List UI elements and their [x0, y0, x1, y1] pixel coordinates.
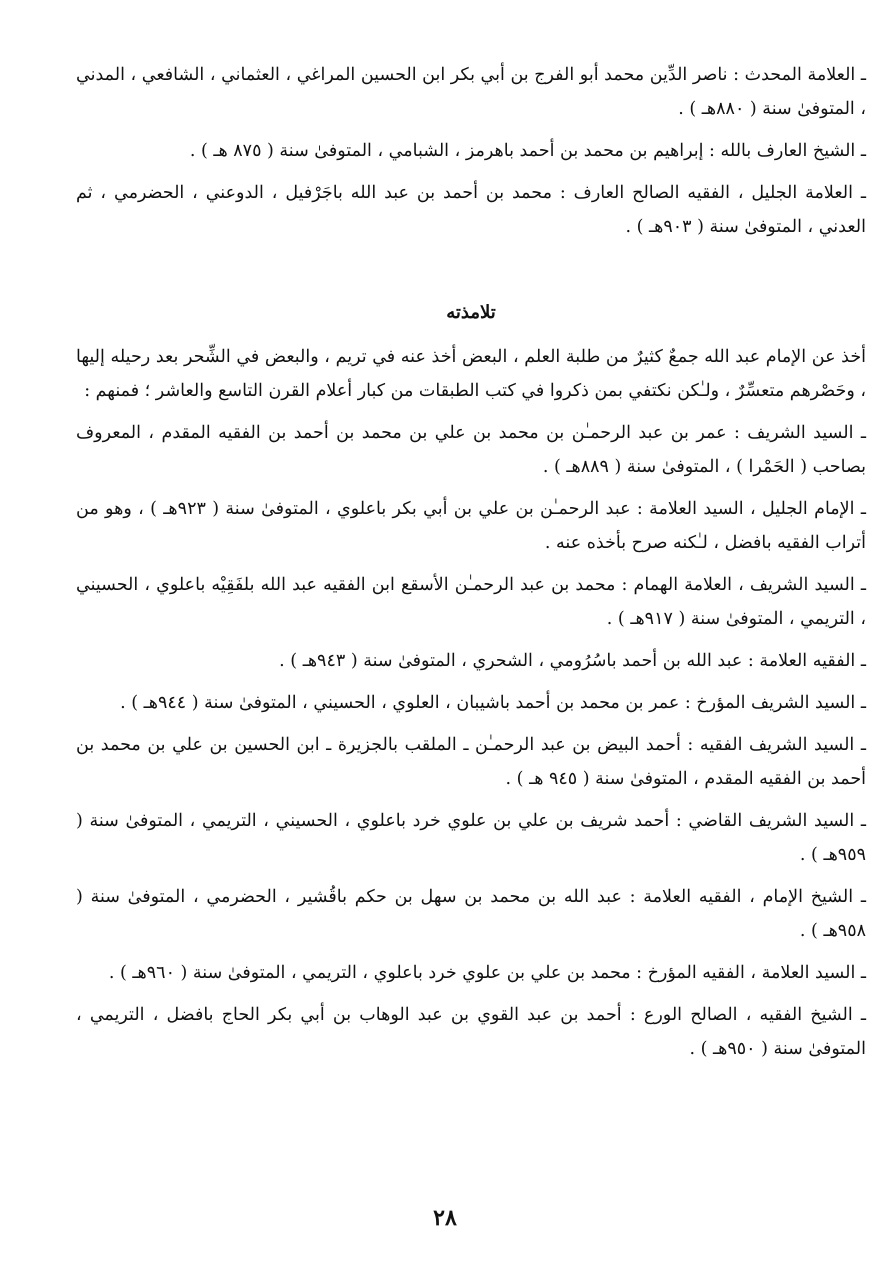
page-number: ٢٨ [433, 1205, 457, 1231]
book-page [76, 58, 866, 1074]
students-intro: أخذ عن الإمام عبد الله جمعٌ كثيرٌ من طلبة العلم ، البعض أخذ عنه في تريم ، والبعض في الشِّحر بعد رحيله إليها ، وحَصْرهم متعسِّرٌ ، ولـٰكن نكتفي بمن ذكروا في كتب الطبقات من كبار أعلام القرن التاسع والعاشر ؛ فمنهم : [76, 347, 866, 401]
teacher-entry-1: ـ العلامة المحدث : ناصر الدِّين محمد أبو الفرج بن أبي بكر ابن الحسين المراغي ، العثماني ، الشافعي ، المدني ، المتوفىٰ سنة ( ٨٨٠هـ ) . [76, 65, 866, 119]
student-entry-7: ـ السيد الشريف القاضي : أحمد شريف بن علي بن علوي خرد باعلوي ، الحسيني ، التريمي ، المتوفىٰ سنة ( ٩٥٩هـ ) . [76, 811, 866, 865]
student-entry-5: ـ السيد الشريف المؤرخ : عمر بن محمد بن أحمد باشيبان ، العلوي ، الحسيني ، المتوفىٰ سنة ( ٩٤٤هـ ) . [120, 693, 866, 713]
student-entry-10: ـ الشيخ الفقيه ، الصالح الورع : أحمد بن عبد القوي بن عبد الوهاب بن أبي بكر الحاج بافضل ، التريمي ، المتوفىٰ سنة ( ٩٥٠هـ ) . [76, 1005, 866, 1059]
student-entry-8: ـ الشيخ الإمام ، الفقيه العلامة : عبد الله بن محمد بن سهل بن حكم باقُشير ، الحضرمي ، المتوفىٰ سنة ( ٩٥٨هـ ) . [76, 887, 866, 941]
student-entry-1: ـ السيد الشريف : عمر بن عبد الرحمـٰن بن محمد بن علي بن محمد بن أحمد بن الفقيه المقدم ، المعروف بصاحب ( الحَمْرا ) ، المتوفىٰ سنة ( ٨٨٩هـ ) . [76, 423, 866, 477]
student-entry-2: ـ الإمام الجليل ، السيد العلامة : عبد الرحمـٰن بن علي بن أبي بكر باعلوي ، المتوفىٰ سنة ( ٩٢٣هـ ) ، وهو من أتراب الفقيه بافضل ، لـٰكنه صرح بأخذه عنه . [76, 499, 867, 553]
student-entry-4: ـ الفقيه العلامة : عبد الله بن أحمد باسُرُومي ، الشحري ، المتوفىٰ سنة ( ٩٤٣هـ ) . [279, 651, 866, 671]
student-entry-6: ـ السيد الشريف الفقيه : أحمد البيض بن عبد الرحمـٰن ـ الملقب بالجزيرة ـ ابن الحسين بن علي بن محمد بن أحمد بن الفقيه المقدم ، المتوفىٰ سنة ( ٩٤٥ هـ ) . [76, 735, 866, 789]
teacher-entry-2: ـ الشيخ العارف بالله : إبراهيم بن محمد بن أحمد باهرمز ، الشبامي ، المتوفىٰ سنة ( ٨٧٥ هـ ) . [189, 141, 866, 161]
student-entry-9: ـ السيد العلامة ، الفقيه المؤرخ : محمد بن علي بن علوي خرد باعلوي ، التريمي ، المتوفىٰ سنة ( ٩٦٠هـ ) . [108, 963, 866, 983]
teacher-entry-3: ـ العلامة الجليل ، الفقيه الصالح العارف : محمد بن أحمد بن عبد الله باجَرْفيل ، الدوعني ، الحضرمي ، ثم العدني ، المتوفىٰ سنة ( ٩٠٣هـ ) . [76, 183, 866, 237]
student-entry-3: ـ السيد الشريف ، العلامة الهمام : محمد بن عبد الرحمـٰن الأسقع ابن الفقيه عبد الله بلفَقِيْه باعلوي ، الحسيني ، التريمي ، المتوفىٰ سنة ( ٩١٧هـ ) . [76, 575, 866, 629]
section-heading-students: تلامذته [446, 302, 496, 323]
